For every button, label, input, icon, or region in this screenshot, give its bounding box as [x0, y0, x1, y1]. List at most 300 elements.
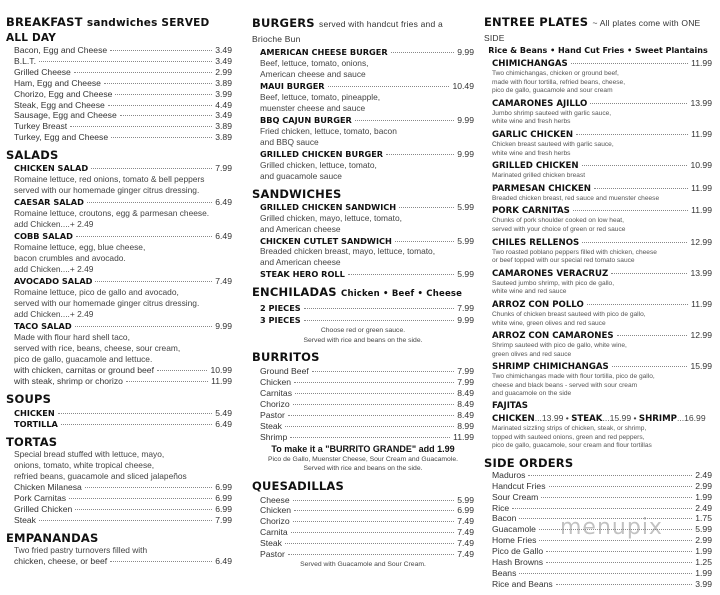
item-description: Chicken breast sauteed with garlic sauce, [492, 140, 614, 148]
item-price: 3.49 [215, 45, 232, 55]
item-price: 3.49 [215, 55, 232, 66]
item-price: 8.99 [457, 420, 474, 431]
dot-leader [74, 72, 212, 73]
menu-item [6, 100, 232, 111]
section-header [6, 148, 232, 162]
item-name: Maduros [492, 469, 526, 480]
item-description: Grilled chicken, lettuce, tomato, [260, 159, 377, 170]
item-description: Romaine lettuce, pico de gallo and avocado, [14, 286, 179, 297]
item-price: 2.49 [695, 469, 712, 480]
section-title: BURGERS [252, 16, 315, 30]
item-name: Ground Beef [260, 366, 309, 377]
section-note: Choose red or green sauce. [320, 327, 406, 335]
item-price: 7.49 [457, 549, 474, 560]
dot-leader [115, 94, 212, 95]
section-title: SANDWICHES [252, 186, 342, 201]
item-price: 1.99 [695, 546, 712, 557]
section-title: SIDE ORDERS [484, 455, 574, 470]
item-description: Chunks of chicken breast sauteed with pico de gallo, [492, 310, 646, 318]
item-name: Chorizo [260, 398, 290, 409]
item-price: 3.99 [215, 88, 232, 99]
section-note: Served with rice and beans on the side. [303, 465, 423, 472]
item-price: 1.99 [695, 568, 712, 578]
item-name: Carnita [260, 527, 288, 538]
item-description: add Chicken....+ 2.49 [14, 218, 94, 229]
item-price: 2.99 [695, 535, 712, 546]
item-description: Romaine lettuce, croutons, egg & parmesan cheese. [14, 207, 210, 218]
menu-item [6, 482, 232, 493]
item-description: Chunks of pork shoulder cooked on low heat, [492, 217, 624, 225]
item-price: 1.99 [695, 491, 712, 502]
item-description: white wine and fresh herbs [492, 118, 571, 126]
item-price: 7.99 [457, 377, 474, 388]
dot-leader [290, 437, 450, 438]
item-name: GRILLED CHICKEN BURGER [260, 148, 384, 159]
item-price: 15.99 [690, 361, 712, 372]
menu-item [252, 47, 474, 58]
fajita-option-name: STEAK [571, 414, 603, 425]
menu-item [6, 121, 232, 132]
fajita-option-name: CHICKEN [492, 414, 535, 425]
menu-item [484, 204, 712, 217]
menu-item [252, 115, 474, 126]
menu-item [252, 377, 474, 388]
dot-leader [294, 382, 454, 383]
dot-leader [120, 115, 213, 116]
item-name: Pico de Gallo [492, 546, 544, 557]
item-description: Romaine lettuce, red onions, tomato & bell peppers [14, 174, 205, 185]
section-header [6, 435, 232, 449]
item-description: green olives and red sauce [492, 350, 572, 358]
dot-leader [590, 103, 687, 104]
section-header [6, 531, 232, 545]
item-price: 9.99 [457, 47, 474, 57]
item-name: Rice [492, 502, 510, 513]
dot-leader [391, 52, 455, 53]
section-tortas [6, 435, 232, 526]
dot-leader [39, 520, 212, 521]
fajita-option-name: SHRIMP [638, 414, 677, 425]
dot-leader [58, 413, 213, 414]
section-subtitle: ~ All plates come with ONE SIDE [484, 18, 701, 43]
menu-item [6, 556, 232, 567]
dot-leader [87, 202, 212, 203]
menu-item [484, 298, 712, 311]
item-description: Romaine lettuce, egg, blue cheese, [14, 241, 146, 252]
menu-item [484, 568, 712, 579]
section-title: EMPANANDAS [6, 530, 99, 545]
item-name: Chorizo, Egg and Cheese [14, 88, 113, 99]
menu-item [6, 67, 232, 78]
section-sandwiches [252, 187, 474, 281]
menu-item [6, 408, 232, 419]
item-description: pico de gallo, guacamole, sour cream and flour tortillas [492, 442, 652, 450]
dot-leader [288, 554, 454, 555]
item-name: Shrimp [260, 431, 288, 442]
item-name: Carnitas [260, 387, 292, 398]
item-name: Chicken [260, 505, 292, 516]
dot-leader [95, 281, 212, 282]
menu-item [252, 527, 474, 538]
item-price: 1.75 [695, 513, 712, 524]
dot-leader [612, 366, 688, 367]
section-title: TORTAS [6, 435, 58, 450]
menu-item [252, 81, 474, 92]
section-salads [6, 148, 232, 386]
dot-leader [304, 308, 455, 309]
dot-leader [594, 188, 688, 189]
item-name: SHRIMP CHIMICHANGAS [492, 362, 609, 373]
menu-item [6, 376, 232, 387]
item-name: Sour Cream [492, 491, 539, 502]
item-price: 3.99 [695, 578, 712, 589]
menu-item [484, 481, 712, 492]
item-description: Marinated sizzling strips of chicken, steak, or shrimp, [492, 425, 647, 433]
section-subtitle: served with handcut fries and a Brioche Bun [252, 19, 443, 44]
item-name: Grilled Chicken [14, 504, 73, 515]
menu-item [6, 78, 232, 89]
menu-item [252, 399, 474, 410]
item-name: ARROZ CON POLLO [492, 299, 584, 310]
section-title: ENCHILADAS [252, 285, 337, 300]
section-breakfast [6, 15, 232, 143]
dot-leader [395, 241, 454, 242]
item-name: Ham, Egg and Cheese [14, 77, 101, 88]
dot-leader [528, 475, 692, 476]
item-description: pico de gallo, guacamole and lettuce. [14, 353, 153, 364]
menu-item [252, 549, 474, 560]
item-price: 3.89 [215, 121, 232, 132]
menu-item [6, 132, 232, 143]
item-name: CAESAR SALAD [14, 197, 84, 208]
dot-leader [157, 370, 208, 371]
item-name: Chicken Milanesa [14, 482, 82, 493]
item-description: Two roasted poblano peppers filled with chicken, cheese [492, 248, 657, 256]
item-description: and BBQ sauce [260, 136, 319, 147]
dot-leader [304, 320, 455, 321]
dot-leader [328, 86, 450, 87]
item-price: 7.99 [457, 303, 474, 314]
menu-item [252, 149, 474, 160]
item-name: Guacamole [492, 524, 536, 535]
dot-leader [108, 105, 212, 106]
section-note: Pico de Gallo, Muenster Cheese, Sour Cream and Guacamole. [267, 455, 459, 463]
section-header [6, 392, 232, 406]
item-description: white wine, green olives and red sauce [492, 319, 606, 327]
item-price: 13.99 [690, 97, 712, 108]
item-name: GRILLED CHICKEN SANDWICH [260, 201, 397, 212]
menu-item [252, 538, 474, 549]
item-name: AMERICAN CHEESE BURGER [260, 47, 388, 57]
menu-item [6, 45, 232, 56]
item-name: 3 PIECES [260, 315, 301, 326]
item-description: Two chimichangas, chicken or ground beef, [492, 70, 619, 77]
item-price: 11.99 [691, 205, 712, 216]
menu-item [6, 56, 232, 67]
item-name: Steak [260, 420, 282, 431]
dot-leader [582, 242, 687, 243]
item-name: GARLIC CHICKEN [492, 129, 574, 140]
fajita-option-price: ...16.99 [676, 413, 706, 424]
menu-item [6, 321, 232, 332]
item-price: 4.49 [215, 99, 232, 110]
item-name: BBQ CAJUN BURGER [260, 114, 352, 125]
item-description: Shrimp sauteed with pico de gallo, white wine, [492, 342, 627, 350]
menu-item [6, 276, 232, 287]
dot-leader [293, 404, 455, 405]
item-price: 3.89 [215, 132, 232, 143]
item-name: Chorizo [260, 516, 290, 527]
section-subtitle: sandwiches SERVED ALL DAY [6, 17, 210, 44]
item-name: 2 PIECES [260, 303, 301, 314]
section-header [484, 456, 712, 470]
item-name: MAUI BURGER [260, 80, 325, 91]
dot-leader [291, 532, 455, 533]
menu-item [6, 231, 232, 242]
item-name: Hash Browns [492, 557, 544, 568]
item-price: 12.99 [690, 236, 712, 247]
item-name: Steak, Egg and Cheese [14, 99, 105, 110]
item-name: COBB SALAD [14, 230, 73, 241]
menu-item [6, 197, 232, 208]
item-price: 10.49 [452, 80, 474, 91]
dot-leader [546, 562, 692, 563]
item-price: 10.99 [690, 160, 712, 171]
fajita-option-price: ...13.99 [534, 413, 564, 424]
item-price: 10.99 [210, 364, 232, 375]
item-name: Handcut Fries [492, 480, 546, 491]
item-price: 3.89 [215, 77, 232, 88]
dot-leader [111, 137, 212, 138]
dot-leader [541, 497, 692, 498]
item-price: 7.49 [215, 275, 232, 286]
item-price: 8.49 [457, 398, 474, 409]
item-price: 9.99 [457, 114, 474, 125]
section-note-highlight: To make it a "BURRITO GRANDE" add 1.99 [271, 443, 455, 454]
item-price: 7.99 [215, 515, 232, 526]
item-name: Pastor [260, 549, 285, 560]
dot-leader [293, 521, 455, 522]
section-title: QUESADILLAS [252, 478, 345, 493]
item-price: 5.99 [457, 269, 474, 280]
item-description: Jumbo shrimp sauteed with garlic sauce, [492, 109, 612, 117]
item-description: Two chimichangas made with flour tortilla, pico de gallo, [492, 373, 655, 381]
menu-item [6, 365, 232, 376]
item-description: or beef topped with our special red tomato sauce [492, 257, 635, 265]
item-name: Bacon, Egg and Cheese [14, 45, 108, 55]
menu-item [484, 267, 712, 280]
dot-leader [556, 584, 693, 585]
item-price: 7.49 [457, 538, 474, 549]
item-name: Sausage, Egg and Cheese [14, 110, 117, 121]
menu-item [484, 182, 712, 195]
menu-item [6, 89, 232, 100]
item-name: PARMESAN CHICKEN [492, 183, 591, 194]
item-name: Steak [260, 538, 282, 549]
menu-column-right [484, 15, 712, 595]
menu-item [252, 495, 474, 506]
item-description: and American cheese [260, 257, 341, 268]
item-description: Beef, lettuce, tomato, onions, [260, 57, 369, 68]
item-name: ARROZ CON CAMARONES [492, 331, 614, 342]
item-description: onions, tomato, white tropical cheese, [14, 460, 155, 471]
item-description: served with our homemade ginger citrus dressing. [14, 185, 200, 196]
item-name: with chicken, carnitas or ground beef [14, 364, 154, 375]
item-price: 2.99 [215, 66, 232, 77]
item-price: 6.49 [215, 230, 232, 241]
item-price: 13.99 [690, 267, 712, 278]
menu-item [6, 493, 232, 504]
item-description: Fried chicken, lettuce, tomato, bacon [260, 125, 397, 136]
item-name: AVOCADO SALAD [14, 275, 93, 286]
section-header [252, 350, 474, 364]
dot-leader [312, 371, 455, 372]
item-description: and guacamole sauce [260, 170, 342, 181]
item-description: add Chicken....+ 2.49 [14, 263, 94, 274]
section-burritos [252, 350, 474, 473]
menu-item [484, 329, 712, 342]
item-name: Pastor [260, 409, 285, 420]
item-price: 11.99 [211, 375, 232, 386]
item-description: Beef, lettuce, tomato, pineapple, [260, 91, 381, 102]
item-price: 6.99 [215, 493, 232, 504]
item-price: 5.99 [695, 524, 712, 535]
menu-item [252, 432, 474, 443]
item-description: served with your choice of green or red sauce [492, 225, 626, 233]
item-description: add Chicken....+ 2.49 [14, 308, 94, 319]
item-description: white wine and red sauce [492, 288, 567, 296]
dot-leader [512, 508, 692, 509]
dot-leader [617, 335, 688, 336]
dot-leader [611, 273, 687, 274]
dot-leader [85, 487, 212, 488]
dot-leader [549, 486, 693, 487]
section-burgers [252, 16, 474, 182]
item-price: 5.99 [457, 235, 474, 246]
item-price: 6.49 [215, 555, 232, 566]
item-price: 6.49 [215, 197, 232, 208]
section-title: BURRITOS [252, 350, 320, 365]
dot-leader [519, 573, 692, 574]
item-price: 12.99 [690, 330, 712, 341]
item-description: and American cheese [260, 223, 341, 234]
item-description: topped with sauteed onions, green and red peppers, [492, 433, 645, 441]
item-description: white wine and fresh herbs [492, 149, 571, 157]
menu-item [484, 236, 712, 249]
section-title: BREAKFAST [6, 15, 83, 29]
menu-item [252, 505, 474, 516]
menu-item [252, 202, 474, 213]
dot-leader [75, 509, 212, 510]
item-description: Breaded chicken breast, mayo, lettuce, tomato, [260, 246, 436, 257]
section-empanandas [6, 531, 232, 567]
dot-leader [294, 510, 454, 511]
item-price: 7.99 [215, 163, 232, 174]
item-description: Made with flour hard shell taco, [14, 331, 130, 342]
item-name: Grilled Cheese [14, 66, 71, 77]
item-name: GRILLED CHICKEN [492, 161, 579, 172]
dot-leader [285, 543, 454, 544]
dot-leader [348, 274, 454, 275]
section-header [484, 15, 712, 45]
menu-item [6, 504, 232, 515]
menu-item [484, 557, 712, 568]
item-name: PORK CARNITAS [492, 206, 570, 217]
menu-item [6, 515, 232, 526]
section-enchiladas [252, 285, 474, 345]
item-price: 11.99 [453, 431, 474, 442]
item-price: 8.49 [457, 409, 474, 420]
item-name: Rice and Beans [492, 578, 553, 589]
section-title: SOUPS [6, 391, 52, 406]
section-note: Served with rice and beans on the side. [303, 336, 423, 344]
item-description: Special bread stuffed with lettuce, mayo, [14, 449, 165, 460]
menu-item [484, 159, 712, 172]
item-name: FAJITAS [492, 401, 528, 412]
menu-item [6, 163, 232, 174]
item-title [484, 400, 712, 412]
item-name: CHICKEN [14, 407, 55, 418]
dot-leader [39, 61, 212, 62]
item-name: chicken, cheese, or beef [14, 555, 108, 566]
fajitas-options: CHICKEN...13.99 • STEAK...15.99 • SHRIMP...16.99 [492, 413, 706, 425]
menu-item [484, 492, 712, 503]
menu-item [484, 579, 712, 590]
item-description: Marinated grilled chicken breast [492, 172, 586, 180]
item-description: served with rice, beans, cheese, sour cream, [14, 342, 181, 353]
dot-leader [126, 381, 208, 382]
menu-item [484, 97, 712, 110]
item-price: 11.99 [691, 58, 712, 68]
item-price: 3.49 [215, 110, 232, 121]
dot-leader [76, 236, 212, 237]
dot-leader [288, 415, 454, 416]
dot-leader [104, 83, 212, 84]
dot-leader [571, 63, 688, 64]
item-name: CHIMICHANGAS [492, 59, 568, 69]
item-name: Turkey, Egg and Cheese [14, 132, 109, 143]
menu-item [252, 315, 474, 326]
section-title: SALADS [6, 148, 59, 163]
item-description: made with flour tortilla, refried beans, cheese, [492, 78, 626, 86]
watermark-logo: menupix [560, 515, 663, 540]
dot-leader [399, 207, 454, 208]
menu-item [484, 360, 712, 373]
item-price: 9.99 [215, 320, 232, 331]
menu-item [252, 269, 474, 280]
menu-column-middle [252, 16, 474, 574]
item-description: bacon crumbles and avocado. [14, 252, 126, 263]
section-note: Served with Guacamole and Sour Cream. [300, 560, 426, 568]
menu-item [252, 388, 474, 399]
item-description: American cheese and sauce [260, 68, 366, 79]
item-price: 7.49 [457, 527, 474, 538]
item-description: cheese and black beans - served with sour cream [492, 381, 638, 389]
dot-leader [75, 326, 213, 327]
item-price: 2.49 [695, 502, 712, 513]
section-header [252, 285, 474, 301]
item-name: Pork Carnitas [14, 493, 67, 504]
menu-item [252, 516, 474, 527]
item-price: 9.99 [457, 315, 474, 326]
section-header [252, 187, 474, 201]
item-name: CAMARONES AJILLO [492, 98, 588, 109]
item-name: Bacon [492, 513, 517, 524]
menu-item [252, 366, 474, 377]
item-price: 8.49 [457, 387, 474, 398]
dot-leader [573, 210, 688, 211]
item-price: 6.49 [215, 419, 232, 430]
